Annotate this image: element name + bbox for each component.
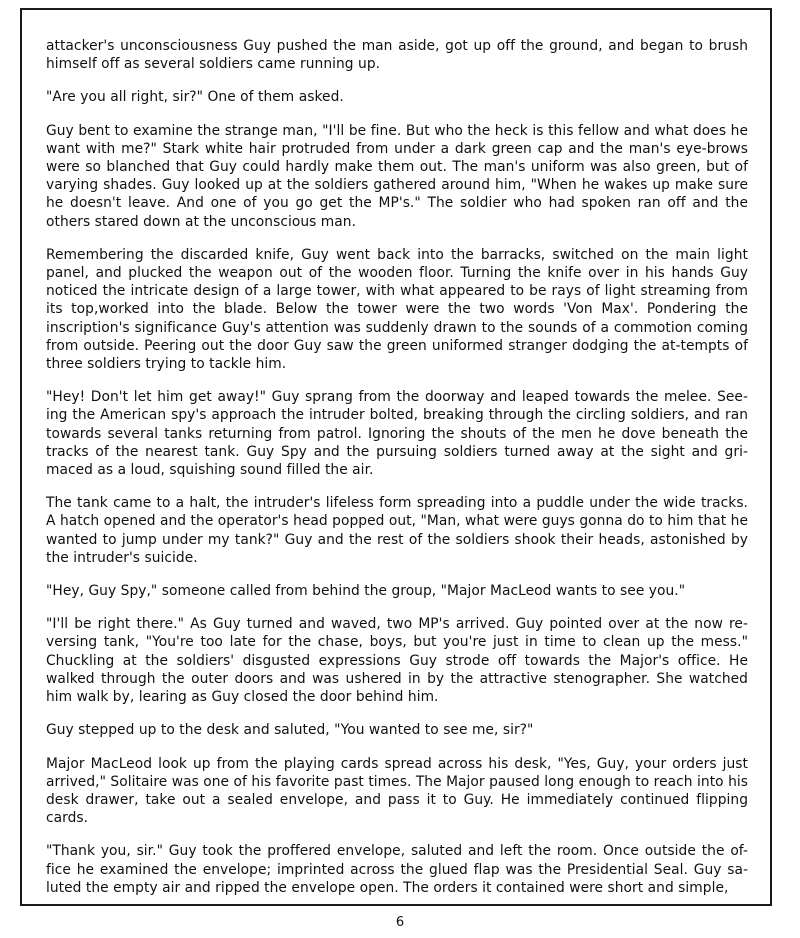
paragraph-11: "Thank you, sir." Guy took the proffered envelope, saluted and left the room. Once outside the of-fice he examined the envelope; imprinted across the glued flap was the Presidential Seal. Guy sa-luted the empty air and ripped the envelope open. The orders it contained were short and simple, xyxy=(46,843,748,896)
paragraph-7: "Hey, Guy Spy," someone called from behind the group, "Major MacLeod wants to see you." xyxy=(46,583,686,600)
page-number: 6 xyxy=(395,915,405,930)
paragraph-4: Remembering the discarded knife, Guy went back into the barracks, switched on the main light panel, and plucked the weapon out of the wooden floor. Turning the knife over in his hands Guy noticed the intricate design of a large tower, with what appeared to be rays of light streaming from its top,worked into the blade. Below the tower were the two words 'Von Max'. Pondering the inscription's significance Guy's attention was suddenly drawn to the sounds of a commotion coming from outside. Peering out the door Guy saw the green uniformed stranger dodging the at-tempts of three soldiers trying to tackle him. xyxy=(46,246,748,373)
paragraph-9: Guy stepped up to the desk and saluted, "You wanted to see me, sir?" xyxy=(46,722,534,739)
paragraph-5: "Hey! Don't let him get away!" Guy sprang from the doorway and leaped towards the melee. See-ing the American spy's approach the intruder bolted, breaking through the circling soldiers, and ran towards several tanks returning from patrol. Ignoring the shouts of the men he dove beneath the tracks of the nearest tank. Guy Spy and the pursuing soldiers turned away at the sight and gri-maced as a loud, squishing sound filled the air. xyxy=(46,389,748,479)
paragraph-1: attacker's unconsciousness Guy pushed the man aside, got up off the ground, and began to brush himself off as several soldiers came running up. xyxy=(46,38,748,73)
paragraph-6: The tank came to a halt, the intruder's lifeless form spreading into a puddle under the wide tracks. A hatch opened and the operator's head popped out, "Man, what were guys gonna do to him that he wanted to jump under my tank?" Guy and the rest of the soldiers shook their heads, astonished by the intruder's suicide. xyxy=(46,495,748,566)
paragraph-3: Guy bent to examine the strange man, "I'll be fine. But who the heck is this fellow and what does he want with me?" Stark white hair protruded from under a dark green cap and the man's eye-brows were so blanched that Guy could hardly make them out. The man's uniform was also green, but of varying shades. Guy looked up at the soldiers gathered around him, "When he wakes up make sure he doesn't leave. And one of you go get the MP's." The soldier who had spoken ran off and the others stared down at the unconscious man. xyxy=(46,122,748,230)
paragraph-8: "I'll be right there." As Guy turned and waved, two MP's arrived. Guy pointed over at the now re-versing tank, "You're too late for the chase, boys, but you're just in time to clean up the mess." Chuckling at the soldiers' disgusted expressions Guy strode off towards the Major's office. He walked through the outer doors and was ushered in by the attractive stenographer. She watched him walk by, learing as Guy closed the door behind him. xyxy=(46,616,748,706)
paragraph-10: Major MacLeod look up from the playing cards spread across his desk, "Yes, Guy, your orders just arrived," Solitaire was one of his favorite past times. The Major paused long enough to reach into his desk drawer, take out a sealed envelope, and pass it to Guy. He immediately continued flipping cards. xyxy=(46,755,748,827)
paragraph-2: "Are you all right, sir?" One of them asked. xyxy=(46,89,344,106)
story-text xyxy=(46,37,748,912)
